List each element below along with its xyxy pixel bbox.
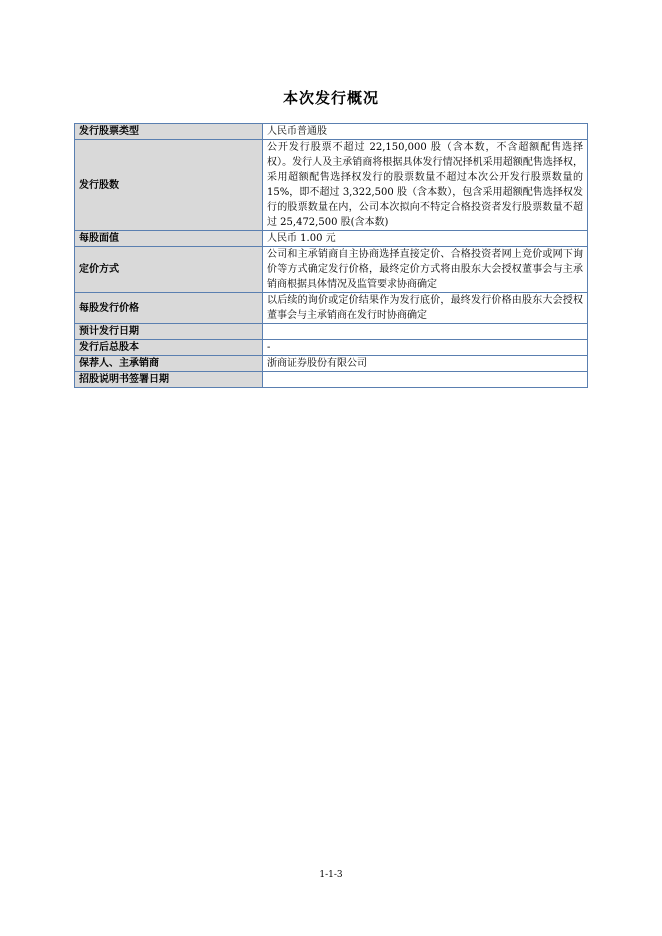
row-value-issue-price: 以后续的询价或定价结果作为发行底价，最终发行价格由股东大会授权董事会与主承销商在发行时协商确定 xyxy=(263,293,588,324)
row-label-total-shares: 发行后总股本 xyxy=(75,340,263,356)
row-value-pricing-method: 公司和主承销商自主协商选择直接定价、合格投资者网上竞价或网下询价等方式确定发行价格，最终定价方式将由股东大会授权董事会与主承销商根据具体情况及监管要求协商确定 xyxy=(263,247,588,293)
row-label-share-count: 发行股数 xyxy=(75,140,263,231)
row-label-issue-date: 预计发行日期 xyxy=(75,324,263,340)
table-row xyxy=(75,140,588,231)
table-row xyxy=(75,124,588,140)
row-value-issue-date xyxy=(263,324,588,340)
row-label-par-value: 每股面值 xyxy=(75,231,263,247)
row-value-total-shares: - xyxy=(263,340,588,356)
table-row xyxy=(75,340,588,356)
page-title: 本次发行概况 xyxy=(282,89,379,107)
row-value-stock-type: 人民币普通股 xyxy=(263,124,588,140)
table-row xyxy=(75,293,588,324)
table-row xyxy=(75,247,588,293)
row-value-sponsor: 浙商证券股份有限公司 xyxy=(263,356,588,372)
page-number: 1-1-3 xyxy=(319,870,343,880)
row-label-issue-price: 每股发行价格 xyxy=(75,293,263,324)
table-row xyxy=(75,356,588,372)
row-label-sponsor: 保荐人、主承销商 xyxy=(75,356,263,372)
row-value-par-value: 人民币 1.00 元 xyxy=(263,231,588,247)
row-value-signing-date xyxy=(263,372,588,388)
table-row xyxy=(75,324,588,340)
row-label-pricing-method: 定价方式 xyxy=(75,247,263,293)
table-row xyxy=(75,372,588,388)
row-label-stock-type: 发行股票类型 xyxy=(75,124,263,140)
row-value-share-count: 公开发行股票不超过 22,150,000 股（含本数，不含超额配售选择权）。发行人及主承销商将根据具体发行情况择机采用超额配售选择权，采用超额配售选择权发行的股票数量不超过本次公开发行股票数量的 15%，即不超过 3,322,500 股（含本数），包含采用超额配售选择权发行的股票数量在内，公司本次拟向不特定合格投资者发行股票数量不超过 25,472,500 股(含本数) xyxy=(263,140,588,231)
row-label-signing-date: 招股说明书签署日期 xyxy=(75,372,263,388)
table-row xyxy=(75,231,588,247)
offering-overview-table xyxy=(74,123,588,388)
